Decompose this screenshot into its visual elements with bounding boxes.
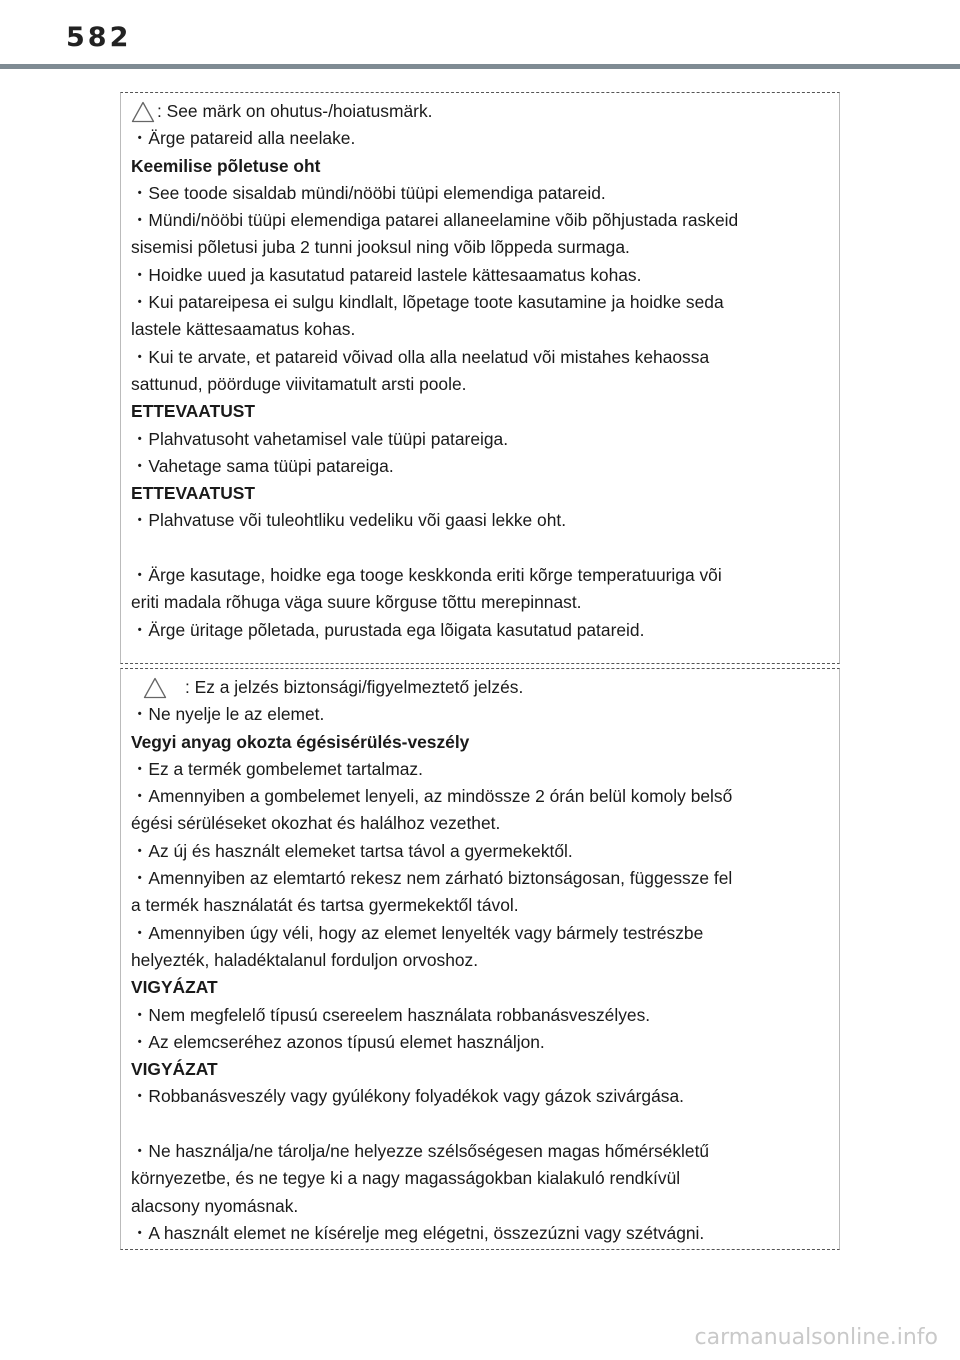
list-item: ・ Nem megfelelő típusú csereelem használata robbanásveszélyes.	[131, 1002, 829, 1029]
warning-label: : See märk on ohutus-/hoiatusmärk.	[157, 101, 433, 121]
list-item-continued: eriti madala rõhuga väga suure kõrguse tõttu merepinnast.	[131, 592, 582, 613]
list-item: ・ Kui te arvate, et patareid võivad olla alla neelatud või mistahes kehaossa	[131, 344, 829, 371]
list-item: ・ Amennyiben az elemtartó rekesz nem zárható biztonságosan, függessze fel	[131, 865, 829, 892]
list-item: ・ See toode sisaldab mündi/nööbi tüüpi elemendiga patareid.	[131, 180, 829, 207]
list-item: ・ Mündi/nööbi tüüpi elemendiga patarei allaneelamine võib põhjustada raskeid	[131, 207, 829, 234]
list-item: ・ Robbanásveszély vagy gyúlékony folyadékok vagy gázok szivárgása.	[131, 1083, 829, 1110]
list-item: ・ Amennyiben a gombelemet lenyeli, az mindössze 2 órán belül komoly belső	[131, 783, 829, 810]
section-heading: VIGYÁZAT	[131, 1059, 218, 1080]
notice-estonian	[120, 92, 840, 664]
section-heading: Keemilise põletuse oht	[131, 155, 321, 176]
list-item-continued: a termék használatát és tartsa gyermekektől távol.	[131, 895, 519, 916]
header-rule	[0, 64, 960, 69]
section-heading: ETTEVAATUST	[131, 401, 255, 422]
warning-line-hu	[131, 674, 829, 701]
notice-hungarian	[120, 668, 840, 1250]
list-item: ・ Az elemcseréhez azonos típusú elemet használjon.	[131, 1029, 829, 1056]
warning-label: : Ez a jelzés biztonsági/figyelmeztető jelzés.	[185, 677, 524, 697]
list-item-continued: helyezték, haladéktalanul forduljon orvoshoz.	[131, 949, 479, 970]
list-item: ・ Ärge kasutage, hoidke ega tooge keskkonda eriti kõrge temperatuuriga või	[131, 562, 829, 589]
list-item: ・ A használt elemet ne kísérelje meg elégetni, összezúzni vagy szétvágni.	[131, 1220, 829, 1247]
section-heading: Vegyi anyag okozta égésisérülés-veszély	[131, 731, 470, 752]
list-item: ・ Plahvatuse või tuleohtliku vedeliku või gaasi lekke oht.	[131, 507, 829, 534]
warning-line-et	[131, 98, 829, 125]
list-item-continued: alacsony nyomásnak.	[131, 1195, 299, 1216]
list-item: ・ Az új és használt elemeket tartsa távol a gyermekektől.	[131, 838, 829, 865]
list-item-continued: égési sérüléseket okozhat és halálhoz vezethet.	[131, 813, 501, 834]
section-heading: ETTEVAATUST	[131, 483, 255, 504]
watermark: carmanualsonline.info	[694, 1325, 938, 1350]
list-item-continued: sisemisi põletusi juba 2 tunni jooksul ning võib lõppeda surmaga.	[131, 237, 630, 258]
list-item: ・ Ne nyelje le az elemet.	[131, 701, 829, 728]
list-item: ・ Ez a termék gombelemet tartalmaz.	[131, 756, 829, 783]
spacer	[131, 535, 829, 562]
page-number: 582	[66, 22, 132, 53]
list-item: ・ Ärge patareid alla neelake.	[131, 125, 829, 152]
list-item: ・ Plahvatusoht vahetamisel vale tüüpi patareiga.	[131, 426, 829, 453]
spacer	[131, 1111, 829, 1138]
warning-triangle-icon	[143, 677, 167, 699]
list-item: ・ Kui patareipesa ei sulgu kindlalt, lõpetage toote kasutamine ja hoidke seda	[131, 289, 829, 316]
list-item: ・ Ne használja/ne tárolja/ne helyezze szélsőségesen magas hőmérsékletű	[131, 1138, 829, 1165]
list-item-continued: lastele kättesaamatus kohas.	[131, 319, 356, 340]
warning-triangle-icon	[131, 101, 155, 123]
list-item: ・ Vahetage sama tüüpi patareiga.	[131, 453, 829, 480]
section-heading: VIGYÁZAT	[131, 977, 218, 998]
list-item: ・ Hoidke uued ja kasutatud patareid lastele kättesaamatus kohas.	[131, 262, 829, 289]
list-item-continued: sattunud, pöörduge viivitamatult arsti poole.	[131, 373, 467, 394]
list-item-continued: környezetbe, és ne tegye ki a nagy magasságokban kialakuló rendkívül	[131, 1168, 681, 1189]
list-item: ・ Ärge üritage põletada, purustada ega lõigata kasutatud patareid.	[131, 617, 829, 644]
list-item: ・ Amennyiben úgy véli, hogy az elemet lenyelték vagy bármely testrészbe	[131, 920, 829, 947]
